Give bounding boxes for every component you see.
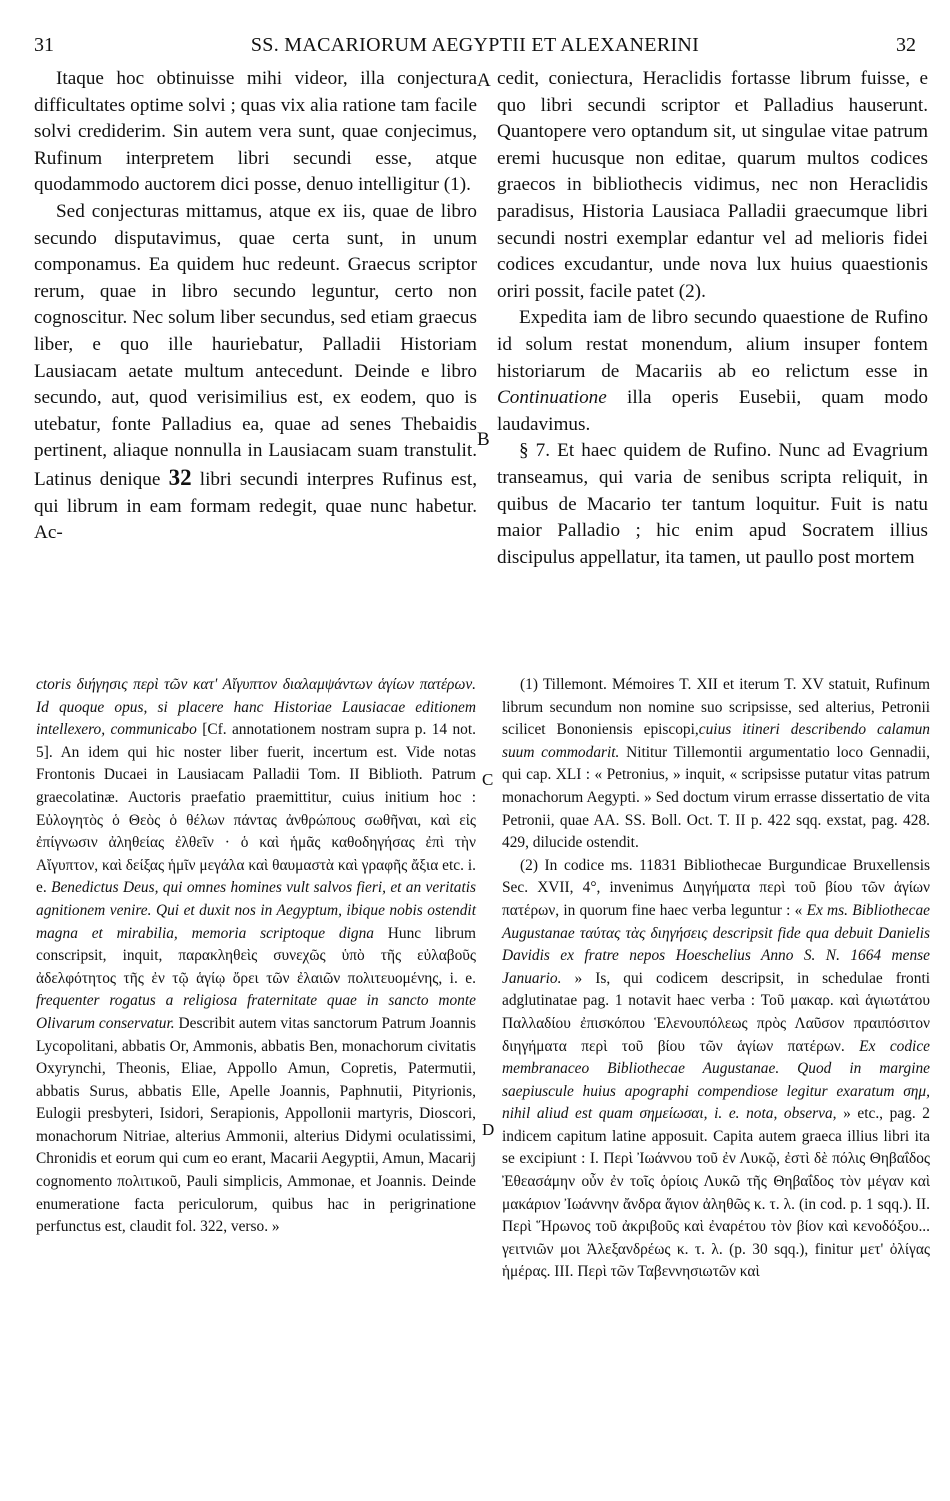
margin-letter-a: A [477,70,491,91]
main-text-right-column [497,66,928,571]
footnote-right-column [502,674,930,1284]
page-number-right: 32 [896,34,916,56]
inline-page-number: 32 [168,464,192,490]
margin-letter-c: C [482,770,494,789]
paragraph: § 7. Et haec quidem de Rufino. Nunc ad Evagrium transeamus, qui varia de senibus scripta reliquit, in quibus de Macario ter tantum loquitur. Fuit is natu maior Palladio ; hic enim apud Socratem illius discipulus appellatur, ita tamen, ut paullo post mortem [497,440,928,568]
footnote-1: (1) Tillemont. Mémoires T. XII et iterum T. XV statuit, Rufinum librum secundum non nomine suo scripsisse, sed alterius, Petronii scilicet Bononiensis episcopi,cuius itineri describendo calamun suum commodarit. Nititur Tillemontii argumentatio loco Gennadii, qui cap. XLI : « Petronius, » inquit, « scripsisse putatur vitas patrum monachorum Aegypti. » Sed doctum virum errasse dissertatio de vita Petronii, quae AA. SS. Boll. Oct. T. II p. 422 sqq. exstat, pag. 428. 429, dilucide ostendit. [502,676,930,852]
running-header [34,34,916,64]
footnote-2: (2) In codice ms. 11831 Bibliothecae Burgundicae Bruxellensis Sec. XVII, 4°, invenimus Διηγήματα περὶ τοῦ βίου τῶν ἁγίων πατέρων, in quorum fine haec verba leguntur : « Ex ms. Bibliothecae Augustanae ταύτας τὰς διηγήσεις descripsit fide qua debuit Danielis Davidis ex fratre nepos Hoeschelius Anno S. N. 1664 mense Januario. » Is, qui codicem descripsit, in schedulae fronti adglutinatae pag. 1 notavit haec verba : Τοῦ μακαρ. καὶ ἁγιωτάτου Παλλαδίου ἐπισκόπου Ἑλενουπόλεως πρὸς Λαῦσον πραιπόσιτον διηγήματα περὶ τοῦ βίου τῶν ἁγίων πατέρων. Ex codice membranaceo Bibliothecae Augustanae. Quod in margine saepiuscule huius apographi compendiose legitur exaratum σημ, nihil aliud est quam σημείωσαι, i. e. nota, observa, » etc., pag. 2 indicem capitum latine apposuit. Capita autem graeca illius libri ita se excipiunt : I. Περὶ Ἰωάννου τοῦ ἐν Λυκῷ, ἐστὶ δὲ πόλις Θηβαΐδος Ἐθεασάμην οὖν ἐν τοῖς ὁρίοις Λυκῶ τῆς Θηβαΐδος τὸν μέγαν καὶ μακάριον Ἰωάννην ἄνδρα ἅγιον ἀληθῶς κ. τ. λ. (in cod. p. 1 sqq.). II. Περὶ Ἥρωνος τοῦ ἀκριβοῦς καὶ ἐναρέτου τὸν βίον καὶ κενοδόξου... γειτνιῶν μοι Ἀλεξανδρέως κ. τ. λ. (p. 30 sqq.), finitur μετ' ὀλίγας ἡμέρας. III. Περὶ τῶν Ταβεννησιωτῶν καὶ [502,856,930,1281]
footnote-left-column [36,674,476,1239]
main-text-left-column [34,66,477,547]
paragraph: cedit, coniectura, Heraclidis fortasse librum fuisse, e quo libri secundi scriptor et Palladius hauserunt. Quantopere vero optandum sit, ut singulae vitae patrum eremi hucusque non editae, quarum multos codices graecos in bibliothecis vidimus, nec non Heraclidis paradisus, Historia Lausiaca Palladii graecumque libri secundi nostri exemplar edantur vel ad melioris fidei codices excudantur, unde nova lux huius quaestionis oriri possit, facile patet (2). [497,68,928,302]
running-title: SS. MACARIORUM AEGYPTII ET ALEXANERINI [250,34,700,56]
paragraph: Expedita iam de libro secundo quaestione de Rufino id solum restat monendum, alium insuper fontem historiarum de Macariis ab eo relictum esse in Continuatione illa operis Eusebii, quam modo laudavimus. [497,307,929,435]
margin-letter-d: D [482,1120,495,1139]
page-number-left: 31 [34,34,54,56]
paragraph: Sed conjecturas mittamus, atque ex iis, quae de libro secundo disputavimus, quae certa sunt, in unum componamus. Ea quidem huc redeunt. Graecus scriptor rerum, quae in libro secundo leguntur, certo non cognoscitur. Nec solum liber secundus, sed etiam graecus liber, e quo ille hauriebatur, Palladii Historiam Lausiacam aetate multum antecedunt. Deinde e libro secundo, aut, quod verisimilius est, ex eodem, quo is utebatur, fonte Palladius ea, quae ad senes Thebaidis pertinent, aliaque nonnulla in Lausiacam suam transtulit. Latinus denique 32 libri secundi interpres Rufinus est, qui librum in eam formam redegit, quae nunc habetur. Ac- [34,200,477,544]
paragraph: Itaque hoc obtinuisse mihi videor, illa conjectura difficultates optime solvi ; quas vix alia ratione tam facile solvi crediderim. Sin autem vera sunt, quae conjecimus, Rufinum interpretem libri secundi esse, atque quodammodo auctorem dici posse, denuo intelligitur (1). [34,68,477,196]
margin-letter-b: B [477,429,490,450]
footnote-continuation: ctoris διήγησις περὶ τῶν κατ' Αἴγυπτον διαλαμψάντων ἁγίων πατέρων. Id quoque opus, si placere hanc Historiae Lausiacae editionem intellexero, communicabo [Cf. annotationem nostram supra p. 14 not. 5]. An idem qui hic noster liber fuerit, incertum est. Vide notas Frontonis Ducaei in Lausiacam Palladii Tom. II Biblioth. Patrum graecolatinæ. Auctoris praefatio praemittitur, cuius initium hoc : Εὐλογητὸς ὁ Θεὸς ὁ θέλων πάντας ἀνθρώπους σωθῆναι, καὶ εἰς ἐπίγνωσιν ἀληθείας ἐλθεῖν · ὁ καὶ ἡμᾶς καθοδηγήσας ἐπὶ τὴν Αἴγυπτον, καὶ δείξας ἡμῖν μεγάλα καὶ θαυμαστὰ καὶ γραφῆς ἄξια etc. i. e. Benedictus Deus, qui omnes homines vult salvos fieri, et an veritatis agnitionem venire. Qui et duxit nos in Aegyptum, ibique nobis ostendit magna et mirabilia, memoria scriptoque digna Hunc librum conscripsit, inquit, παρακληθεὶς συνεχῶς ὑπὸ τῆς εὐλαβοῦς ἀδελφότητος τῆς ἐν τῷ ἁγίῳ ὄρει τῶν ἐλαιῶν πολιτευομένης, i. e. frequenter rogatus a religiosa fraternitate quae in sancto monte Olivarum conservatur. Describit autem vitas sanctorum Patrum Joannis Lycopolitani, abbatis Or, Ammonis, abbatis Ben, monachorum civitatis Oxyrynchi, Theonis, Eliae, Appollo Amun, Copretis, Patermutii, abbatis Surus, abbatis Elle, Apelle Joannis, Paphnutii, Pityrionis, Eulogii presbyteri, Isidori, Serapionis, Appollonii martyris, Dioscori, monachorum Nitriae, alterius Ammonii, alterius Didymi oculatissimi, Chronidis et eorum qui cum eo erant, Macarii Aegyptii, Amun, Macarij cognomento πολιτικοῦ, Pauli simplicis, Ammonae, et Joannis. Deinde enumeratione facta periculorum, quibus hac in perigrinatione perfunctus est, claudit fol. 322, verso. » [36,676,476,1236]
